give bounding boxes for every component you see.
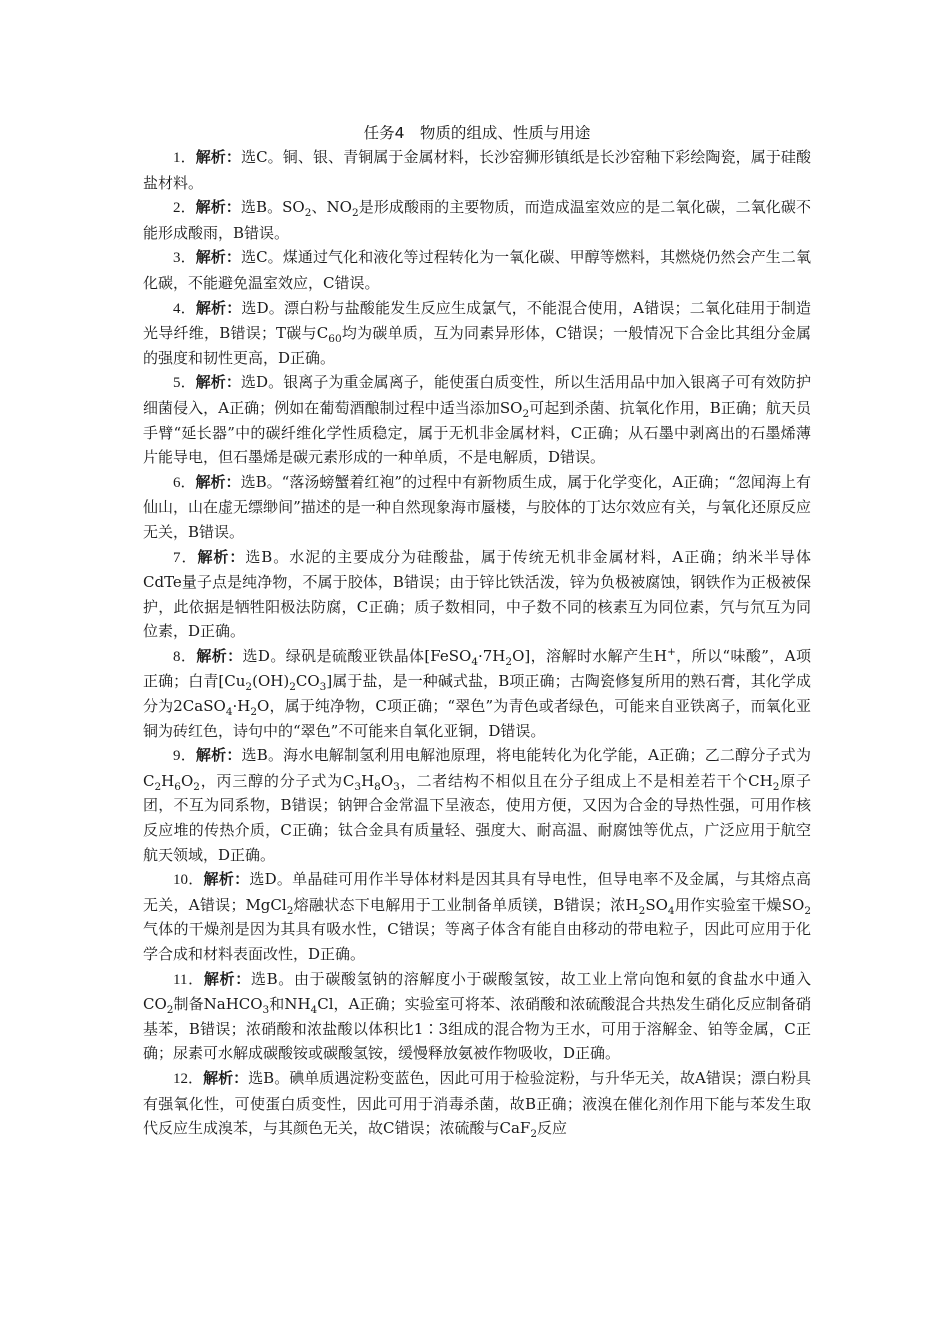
answer-text: 选D。绿矾是硫酸亚铁晶体$[FeSO_4\cdot 7H_2O]$，溶解时水解产生H+，所以“味酸”，A项正确；白青$[Cu_2(OH)_2CO_3]$属于盐，是一种碱式盐，B项正确；古陶瓷修复所用的熟石膏，其化学成分为$2CaSO_4\cdot H_2O$，属于纯净物，C项正确；“翠色”为青色或者绿色，可能来自亚铁离子，而氧化亚铜为砖红色，诗句中的“翠色”不可能来自氧化亚铜，D错误。	[143, 645, 811, 740]
answer-number: 12．	[173, 1070, 204, 1087]
answer-number: 1．	[173, 150, 196, 166]
answer-number: 11．	[173, 971, 204, 988]
answer-number: 7．	[173, 549, 198, 566]
answer-label: 解析：	[195, 472, 241, 491]
answer-item	[143, 296, 811, 371]
answer-item	[143, 1066, 811, 1141]
answer-text: 选B。“落汤螃蟹着红袍”的过程中有新物质生成，属于化学变化，A正确；“忽闻海上有仙山，山在虚无缥缈间”描述的是一种自然现象海市蜃楼，与胶体的丁达尔效应有关，与氧化还原反应无关，B错误。	[143, 472, 811, 541]
answer-list	[143, 145, 811, 1141]
answer-label: 解析：	[195, 198, 241, 217]
answer-number: 4．	[173, 300, 196, 317]
answer-text: 选B。水泥的主要成分为硅酸盐，属于传统无机非金属材料，A正确；纳米半导体CdTe量子点是纯净物，不属于胶体，B错误；由于锌比铁活泼，锌为负极被腐蚀，钢铁作为正极被保护，此依据是牺牲阳极法防腐，C正确；质子数相同，中子数不同的核素互为同位素，氕与氘互为同位素，D正确。	[143, 547, 811, 641]
answer-label: 解析：	[195, 373, 241, 392]
answer-number: 5．	[173, 375, 196, 392]
answer-label: 解析：	[195, 298, 242, 317]
answer-item	[143, 245, 811, 295]
answer-text: 选B。海水电解制氢利用电解池原理，将电能转化为化学能，A正确；乙二醇分子式为$C_2H_6O_2$，丙三醇的分子式为$C_3H_8O_3$，二者结构不相似且在分子组成上不是相差若干个$CH_2$原子团，不互为同系物，B错误；钠钾合金常温下呈液态，使用方便，又因为合金的导热性强，可用作核反应堆的传热介质，C正确；钛合金具有质量轻、强度大、耐高温、耐腐蚀等优点，广泛应用于航空航天领域，D正确。	[143, 746, 811, 864]
answer-text: 选B。$SO_2$、$NO_2$是形成酸雨的主要物质，而造成温室效应的是二氧化碳，二氧化碳不能形成酸雨，B错误。	[143, 198, 811, 242]
page-title: 任务4 物质的组成、性质与用途	[363, 124, 591, 142]
answer-label: 解析：	[196, 646, 243, 665]
answer-text: 选B。碘单质遇淀粉变蓝色，因此可用于检验淀粉，与升华无关，故A错误；漂白粉具有强氧化性，可使蛋白质变性，因此可用于消毒杀菌，故B正确；液溴在催化剂作用下能与苯发生取代反应生成溴苯，与其颜色无关，故C错误；浓硫酸与CaF$_2$反应	[143, 1068, 811, 1141]
answer-number: 3．	[173, 250, 196, 267]
answer-item	[143, 967, 811, 1066]
answer-label: 解析：	[203, 870, 250, 889]
answer-text: 选D。漂白粉与盐酸能发生反应生成氯气，不能混合使用，A错误；二氧化硅用于制造光导纤维，B错误；T碳与$C_{60}$均为碳单质，互为同素异形体，C错误；一般情况下合金比其组分金属的强度和韧性更高，D正确。	[143, 298, 811, 367]
answer-number: 2．	[173, 200, 196, 217]
answer-number: 10．	[173, 872, 204, 889]
answer-item	[143, 370, 811, 469]
document-page	[143, 121, 811, 1141]
answer-text: 选D。单晶硅可用作半导体材料是因其具有导电性，但导电率不及金属，与其熔点高无关，A错误；MgCl$_2$熔融状态下电解用于工业制备单质镁，B错误；浓$H_2SO_4$用作实验室干燥$SO_2$气体的干燥剂是因为其具有吸水性，C错误；等离子体含有能自由移动的带电粒子，因此可应用于化学合成和材料表面改性，D正确。	[143, 870, 811, 963]
answer-item	[143, 867, 811, 966]
answer-item	[143, 644, 811, 743]
answer-label: 解析：	[203, 1068, 249, 1087]
answer-item	[143, 145, 811, 195]
answer-number: 9．	[173, 748, 196, 765]
answer-label: 解析：	[195, 248, 241, 267]
answer-number: 8．	[173, 648, 197, 665]
answer-item	[143, 470, 811, 545]
answer-label: 解析：	[195, 746, 242, 765]
answer-item	[143, 743, 811, 867]
answer-label: 解析：	[195, 148, 241, 166]
answer-label: 解析：	[203, 969, 251, 988]
answer-text: 选C。铜、银、青铜属于金属材料，长沙窑狮形镇纸是长沙窑釉下彩绘陶瓷，属于硅酸盐材料。	[143, 148, 811, 192]
answer-text: 选B。由于碳酸氢钠的溶解度小于碳酸氢铵，故工业上常向饱和氨的食盐水中通入$CO_2$制备NaHCO$_3$和$NH_4Cl$，A正确；实验室可将苯、浓硝酸和浓硫酸混合共热发生硝化反应制备硝基苯，B错误；浓硝酸和浓盐酸以体积比1∶3组成的混合物为王水，可用于溶解金、铂等金属，C正确；尿素可水解成碳酸铵或碳酸氢铵，缓慢释放氨被作物吸收，D正确。	[143, 969, 811, 1063]
answer-item	[143, 195, 811, 245]
answer-number: 6．	[173, 474, 196, 491]
answer-text: 选C。煤通过气化和液化等过程转化为一氧化碳、甲醇等燃料，其燃烧仍然会产生二氧化碳，不能避免温室效应，C错误。	[143, 248, 811, 292]
answer-text: 选D。银离子为重金属离子，能使蛋白质变性，所以生活用品中加入银离子可有效防护细菌侵入，A正确；例如在葡萄酒酿制过程中适当添加$SO_2$可起到杀菌、抗氧化作用，B正确；航天员手臂“延长器”中的碳纤维化学性质稳定，属于无机非金属材料，C正确；从石墨中剥离出的石墨烯薄片能导电，但石墨烯是碳元素形成的一种单质，不是电解质，D错误。	[143, 373, 811, 467]
answer-label: 解析：	[197, 547, 246, 566]
answer-item	[143, 545, 811, 644]
